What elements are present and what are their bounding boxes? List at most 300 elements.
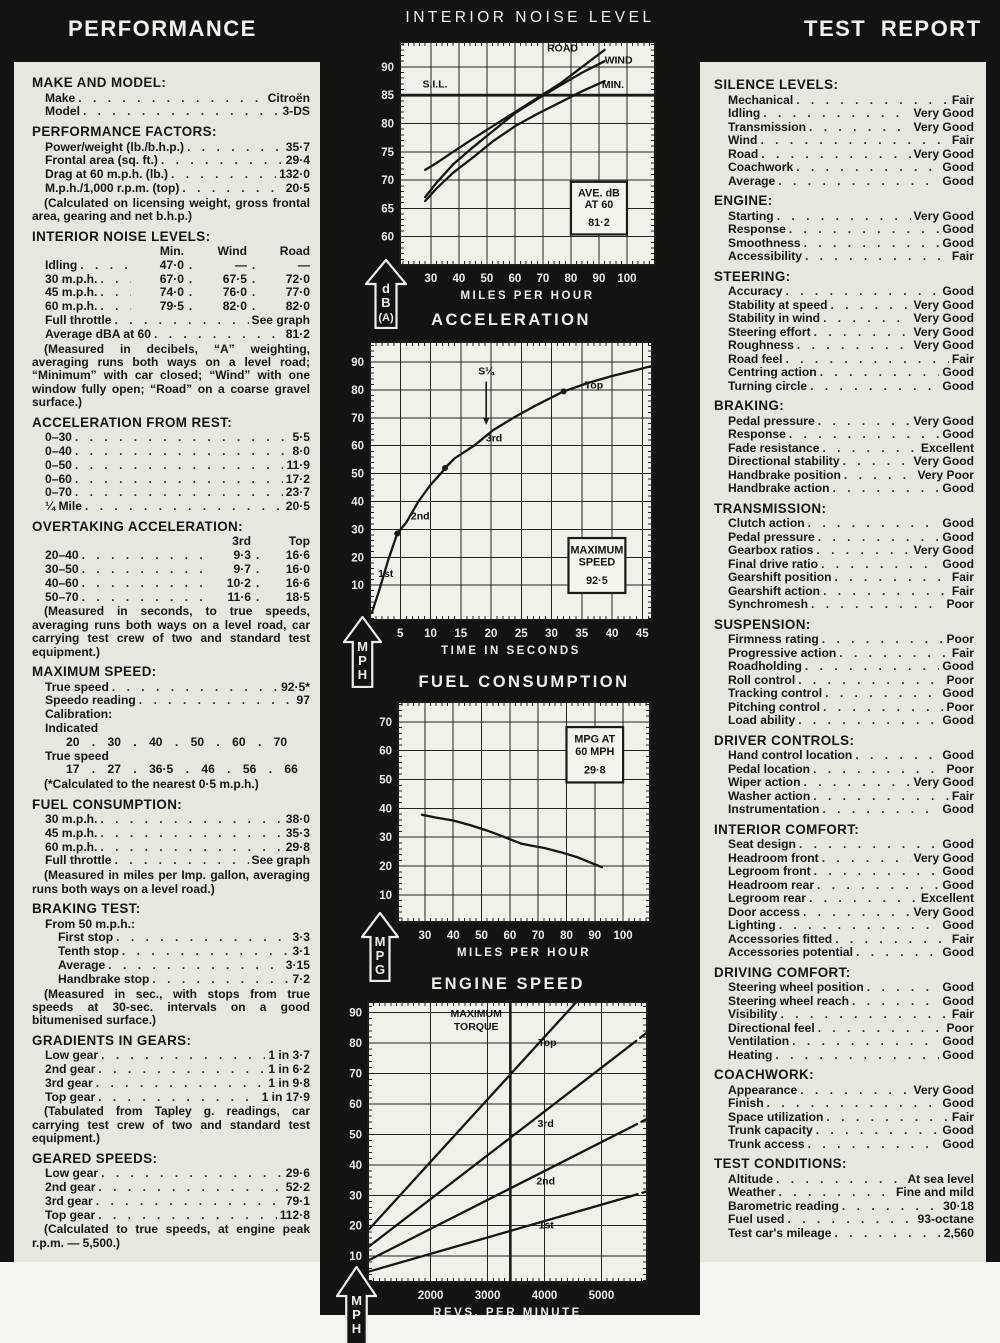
row-value: 3·15 bbox=[285, 957, 310, 972]
dot-leader bbox=[112, 681, 278, 695]
row-value: Poor bbox=[946, 632, 974, 646]
spec-row bbox=[714, 558, 974, 572]
row-value: Good bbox=[942, 1136, 974, 1151]
spec-row bbox=[714, 803, 974, 817]
callout-text: MAXIMUM bbox=[570, 544, 624, 557]
spec-row bbox=[32, 168, 310, 182]
row-label: 20–40 bbox=[45, 548, 79, 563]
svg-text:P: P bbox=[375, 948, 385, 963]
x-tick-label: 90 bbox=[588, 930, 602, 942]
row-value: Good bbox=[942, 659, 974, 673]
dot-leader bbox=[85, 500, 283, 514]
section-title: DRIVING COMFORT: bbox=[714, 964, 851, 980]
row-value: Poor bbox=[946, 597, 974, 611]
row-label: Fuel used bbox=[728, 1212, 785, 1226]
spec-row bbox=[32, 577, 310, 591]
section-title: BRAKING TEST: bbox=[32, 901, 141, 917]
spec-row bbox=[32, 105, 310, 119]
spec-row bbox=[32, 1077, 310, 1091]
spec-row bbox=[32, 1063, 310, 1077]
row-value: Excellent bbox=[920, 891, 974, 905]
row-value: 7·2 bbox=[292, 971, 310, 986]
row-label: Accessories potential bbox=[728, 945, 854, 959]
row-value: Very Good bbox=[913, 311, 974, 325]
dot-leader bbox=[80, 259, 131, 273]
dot-leader bbox=[800, 1084, 910, 1098]
row-value: Very Good bbox=[913, 413, 974, 428]
spec-row bbox=[714, 906, 974, 920]
row-value: Good bbox=[942, 284, 974, 298]
row-label: 0–50 bbox=[45, 457, 72, 472]
dot-leader bbox=[796, 94, 949, 108]
row-value: Fair bbox=[951, 1007, 974, 1021]
row-value: 29·4 bbox=[285, 153, 310, 168]
ratings-panel bbox=[700, 62, 986, 1262]
spec-row bbox=[714, 598, 974, 612]
spec-row bbox=[32, 286, 310, 300]
spec-row bbox=[32, 328, 310, 342]
y-tick-label: 20 bbox=[379, 861, 392, 874]
row-label: Centring action bbox=[728, 365, 817, 379]
row-label: Barometric reading bbox=[728, 1198, 839, 1213]
row-label: Directional stability bbox=[728, 454, 840, 468]
curve-label-2nd: 2nd bbox=[410, 510, 430, 523]
row-value: 20·5 bbox=[285, 499, 310, 514]
x-tick-label: 5000 bbox=[588, 1290, 615, 1302]
table-cell: 16·6 bbox=[285, 548, 310, 563]
svg-text:MAXIMUM: MAXIMUM bbox=[450, 1008, 502, 1021]
dot-leader bbox=[98, 1209, 277, 1223]
row-label: Heating bbox=[728, 1047, 773, 1062]
row-value: Good bbox=[942, 427, 974, 441]
row-value: 79·1 bbox=[285, 1193, 310, 1208]
table-cell: 16·6 bbox=[285, 575, 310, 590]
spec-row bbox=[714, 1186, 974, 1200]
dot-leader bbox=[792, 1035, 939, 1049]
dot-separator bbox=[251, 563, 264, 577]
row-label: Frontal area (sq. ft.) bbox=[45, 153, 158, 168]
row-label: 45 m.p.h. bbox=[45, 825, 98, 840]
x-tick-label: 70 bbox=[531, 930, 545, 942]
x-tick-label: 60 bbox=[503, 930, 517, 942]
chart-acceleration bbox=[336, 332, 666, 671]
svg-text:H: H bbox=[351, 1321, 362, 1336]
section-braking bbox=[714, 398, 974, 496]
row-label: M.p.h./1,000 r.p.m. (top) bbox=[45, 180, 180, 195]
row-label: Pedal location bbox=[728, 761, 810, 776]
spec-row bbox=[714, 1097, 974, 1111]
x-tick-label: 45 bbox=[635, 628, 649, 640]
curve-label-wind: WIND bbox=[604, 54, 633, 67]
row-label: Mechanical bbox=[728, 92, 794, 107]
dot-leader bbox=[809, 892, 918, 906]
spec-row bbox=[32, 314, 310, 328]
row-value: Poor bbox=[946, 761, 974, 776]
x-tick-label: 2000 bbox=[417, 1290, 444, 1302]
row-value: Very Good bbox=[913, 324, 974, 339]
section-title: ENGINE: bbox=[714, 193, 773, 208]
row-value: 81·2 bbox=[285, 326, 310, 341]
row-label: First stop bbox=[58, 930, 114, 945]
dot-leader bbox=[789, 428, 940, 442]
chart-engine-speed bbox=[334, 992, 661, 1333]
dot-leader bbox=[96, 1077, 266, 1091]
row-label: 0–40 bbox=[45, 444, 72, 458]
spec-row bbox=[714, 94, 974, 108]
row-value: Good bbox=[942, 945, 974, 959]
dot-leader bbox=[187, 141, 283, 155]
dot-leader bbox=[763, 107, 910, 121]
row-value: 35·7 bbox=[285, 139, 310, 154]
spec-row bbox=[32, 591, 310, 605]
row-label: Coachwork bbox=[728, 160, 794, 174]
row-value: Fair bbox=[951, 788, 974, 803]
section-note: (Measured in decibels, “A” weighting, averaging runs both ways on a level road; “Minimum” with car closed; “Wind” with one window fully open; “Road” on a coarse gravel surface.) bbox=[32, 341, 310, 410]
row-value: 2,560 bbox=[943, 1225, 974, 1240]
row-value: Good bbox=[942, 864, 974, 878]
row-value: Fair bbox=[951, 583, 974, 598]
row-value: Fair bbox=[951, 133, 974, 147]
dot-leader bbox=[814, 326, 911, 340]
row-label: Trunk access bbox=[728, 1136, 805, 1151]
row-value: Very Good bbox=[913, 1082, 974, 1097]
dot-separator bbox=[247, 273, 260, 287]
x-tick-label: 50 bbox=[480, 273, 494, 285]
row-label: Hand control location bbox=[728, 748, 853, 762]
dot-leader bbox=[803, 776, 910, 790]
row-label: Synchromesh bbox=[728, 597, 808, 611]
spec-row bbox=[714, 585, 974, 599]
dot-separator bbox=[251, 577, 264, 591]
curve-label-3rd: 3rd bbox=[485, 432, 503, 445]
dot-leader bbox=[778, 175, 939, 189]
svg-text:M: M bbox=[351, 1293, 362, 1308]
dot-leader bbox=[805, 250, 949, 264]
dot-leader bbox=[852, 995, 939, 1009]
x-tick-label: 80 bbox=[564, 273, 578, 285]
x-tick-label: 35 bbox=[575, 628, 589, 640]
interior-noise-level-title: INTERIOR NOISE LEVEL bbox=[405, 9, 655, 26]
row-label: Space utilization bbox=[728, 1109, 824, 1124]
row-value: 23·7 bbox=[285, 485, 310, 500]
dot-leader bbox=[817, 879, 939, 893]
row-value: Very Good bbox=[913, 775, 974, 789]
row-value: 29·8 bbox=[285, 839, 310, 854]
row-label: 60 m.p.h. bbox=[45, 299, 98, 314]
dot-leader bbox=[818, 415, 911, 429]
spec-row bbox=[32, 563, 310, 577]
row-value: Very Good bbox=[913, 850, 974, 865]
row-value: Very Good bbox=[913, 119, 974, 134]
callout-text: 81·2 bbox=[588, 217, 610, 230]
y-tick-label: 30 bbox=[379, 832, 392, 845]
dot-leader bbox=[100, 813, 282, 827]
dot-leader bbox=[835, 1227, 941, 1241]
spec-row bbox=[714, 366, 974, 380]
row-label: Legroom rear bbox=[728, 891, 806, 905]
row-value: 3·3 bbox=[292, 930, 310, 945]
dot-leader bbox=[821, 558, 939, 572]
spec-row bbox=[32, 694, 310, 708]
spec-row bbox=[714, 250, 974, 264]
row-value: 92·5* bbox=[281, 679, 310, 694]
y-tick-label: 85 bbox=[381, 90, 394, 103]
y-tick-label: 75 bbox=[381, 146, 394, 159]
row-label: 2nd gear bbox=[45, 1179, 96, 1194]
dot-leader bbox=[82, 563, 202, 577]
section-note: (Measured in miles per Imp. gallon, averaging runs both ways on a level road.) bbox=[32, 868, 310, 896]
spec-row bbox=[714, 892, 974, 906]
row-value: Good bbox=[942, 802, 974, 816]
spec-row bbox=[714, 531, 974, 545]
dot-leader bbox=[818, 531, 940, 545]
section-note: (Calculated on licensing weight, gross frontal area, gearing and net b.h.p.) bbox=[32, 195, 310, 224]
x-tick-label: 30 bbox=[418, 930, 432, 942]
dot-leader bbox=[822, 442, 917, 456]
row-value: Good bbox=[942, 980, 974, 994]
chart-title-acceleration: ACCELERATION bbox=[431, 311, 591, 329]
section-braking-test bbox=[32, 901, 310, 1028]
row-value: Good bbox=[942, 365, 974, 379]
x-tick-label: 40 bbox=[446, 930, 460, 942]
gear-change-point bbox=[442, 465, 448, 471]
column-header: Top bbox=[288, 534, 310, 549]
dot-leader bbox=[789, 223, 940, 237]
section-title: SILENCE LEVELS: bbox=[714, 77, 839, 92]
row-value: See graph bbox=[251, 313, 310, 328]
spec-row bbox=[714, 482, 974, 496]
row-value: Fair bbox=[951, 931, 974, 946]
mph-axis-arrow bbox=[343, 616, 382, 693]
row-label: Tracking control bbox=[728, 686, 823, 700]
row-label: Roadholding bbox=[728, 659, 802, 673]
row-value: Good bbox=[942, 918, 974, 932]
spec-row bbox=[32, 300, 310, 314]
row-label: Idling bbox=[728, 106, 761, 120]
dot-leader bbox=[813, 790, 949, 804]
svg-text:d: d bbox=[382, 281, 390, 296]
table-cell: 79·5 bbox=[159, 299, 184, 314]
row-label: Speedo reading bbox=[45, 693, 136, 708]
row-value: See graph bbox=[251, 853, 310, 868]
spec-row bbox=[32, 931, 310, 945]
x-tick-label: 80 bbox=[560, 930, 573, 942]
spec-row bbox=[32, 182, 310, 196]
row-value: Excellent bbox=[920, 440, 974, 455]
spec-row bbox=[714, 107, 974, 121]
callout-text: AVE. dB bbox=[578, 187, 620, 200]
row-value: Good bbox=[942, 235, 974, 250]
row-label: Tenth stop bbox=[58, 944, 119, 959]
dot-leader bbox=[776, 1173, 904, 1187]
section-title: STEERING: bbox=[714, 268, 791, 284]
row-label: Low gear bbox=[45, 1166, 99, 1181]
row-value: Good bbox=[942, 556, 974, 571]
row-label: Firmness rating bbox=[728, 632, 819, 646]
x-tick-label: 40 bbox=[452, 273, 466, 285]
section-fuel-consumption bbox=[32, 797, 310, 897]
spec-row bbox=[32, 827, 310, 841]
row-value: Very Good bbox=[913, 338, 974, 352]
spec-row bbox=[714, 1022, 974, 1036]
dot-leader bbox=[115, 854, 249, 868]
dot-leader bbox=[152, 973, 289, 987]
gear-change-point bbox=[394, 531, 400, 537]
dot-leader bbox=[785, 353, 948, 367]
row-value: 35·3 bbox=[285, 825, 310, 840]
spec-row bbox=[714, 852, 974, 866]
dot-leader bbox=[814, 865, 940, 879]
row-value: Good bbox=[942, 686, 974, 700]
table-cell: 67·5 bbox=[222, 271, 247, 286]
dot-leader bbox=[826, 1111, 948, 1125]
x-tick-label: 20 bbox=[484, 628, 498, 640]
row-label: Response bbox=[728, 222, 786, 236]
row-label: Average bbox=[728, 173, 776, 188]
dot-leader bbox=[818, 1022, 944, 1036]
row-label: Starting bbox=[728, 208, 774, 223]
dot-leader bbox=[816, 544, 910, 558]
y-tick-label: 90 bbox=[381, 61, 394, 74]
spec-row bbox=[714, 442, 974, 456]
dot-separator bbox=[184, 259, 197, 273]
spec-row bbox=[32, 445, 310, 459]
row-value: Good bbox=[942, 837, 974, 851]
y-tick-label: 50 bbox=[351, 468, 364, 481]
dot-leader bbox=[832, 482, 939, 496]
dot-separator bbox=[247, 286, 260, 300]
section-title: FUEL CONSUMPTION: bbox=[32, 796, 183, 812]
dot-leader bbox=[100, 841, 282, 855]
spec-row bbox=[32, 486, 310, 500]
row-label: 30 m.p.h. bbox=[45, 271, 98, 286]
spec-row bbox=[32, 92, 310, 106]
sub-heading: Calibration: bbox=[45, 707, 113, 722]
row-label: Final drive ratio bbox=[728, 556, 819, 571]
spec-row bbox=[32, 431, 310, 445]
spec-row bbox=[32, 681, 310, 695]
spec-row bbox=[714, 865, 974, 879]
table-cell: 82·0 bbox=[222, 299, 247, 314]
sub-heading: From 50 m.p.h.: bbox=[45, 916, 136, 931]
y-tick-label: 40 bbox=[349, 1159, 362, 1172]
spec-row bbox=[714, 946, 974, 960]
y-tick-label: 50 bbox=[349, 1129, 362, 1142]
spec-row bbox=[714, 121, 974, 135]
row-value: Very Good bbox=[913, 146, 974, 161]
svg-text:M: M bbox=[357, 639, 368, 654]
table-cell: — bbox=[234, 257, 247, 272]
x-tick-label: 30 bbox=[424, 273, 438, 285]
y-tick-label: 80 bbox=[351, 384, 364, 397]
dot-separator bbox=[184, 286, 197, 300]
svg-text:P: P bbox=[358, 653, 367, 668]
spec-row bbox=[714, 544, 974, 558]
row-label: Handbrake stop bbox=[58, 971, 150, 986]
row-value: 1 in 9·8 bbox=[268, 1075, 310, 1090]
dot-leader bbox=[825, 687, 939, 701]
dot-leader bbox=[839, 647, 949, 661]
row-value: Poor bbox=[946, 672, 974, 687]
spec-row bbox=[32, 259, 310, 273]
dot-leader bbox=[844, 469, 915, 483]
dot-leader bbox=[760, 134, 948, 148]
section-note: (*Calculated to the nearest 0·5 m.p.h.) bbox=[44, 777, 259, 792]
y-tick-label: 40 bbox=[379, 803, 392, 816]
dot-leader bbox=[781, 1008, 949, 1022]
section-silence-levels bbox=[714, 77, 974, 188]
spec-row bbox=[714, 1227, 974, 1241]
spec-row bbox=[32, 549, 310, 563]
row-label: Steering effort bbox=[728, 324, 811, 339]
row-value: 38·0 bbox=[285, 812, 310, 827]
row-label: Handbrake action bbox=[728, 481, 830, 495]
row-value: Very Poor bbox=[917, 467, 974, 482]
dot-leader bbox=[798, 714, 939, 728]
dot-leader bbox=[779, 919, 940, 933]
spec-row bbox=[32, 154, 310, 168]
callout-text: 60 MPH bbox=[575, 745, 615, 758]
dot-leader bbox=[767, 1097, 940, 1111]
dot-leader bbox=[820, 366, 940, 380]
x-tick-label: 30 bbox=[545, 628, 558, 640]
dot-leader bbox=[75, 445, 290, 459]
row-value: Good bbox=[942, 713, 974, 727]
table-cell: 47·0 bbox=[159, 257, 184, 272]
row-label: Response bbox=[728, 427, 786, 441]
spec-row bbox=[714, 674, 974, 688]
row-label: Steering wheel reach bbox=[728, 993, 849, 1008]
calibration-values: 20 . 30 . 40 . 50 . 60 . 70 bbox=[66, 734, 288, 749]
table-cell: 74·0 bbox=[159, 285, 184, 300]
row-label: 50–70 bbox=[45, 589, 79, 604]
row-value: Fair bbox=[951, 92, 974, 107]
section-coachwork bbox=[714, 1067, 974, 1151]
row-label: Headroom front bbox=[728, 850, 819, 865]
dot-leader bbox=[856, 946, 939, 960]
dot-leader bbox=[809, 121, 911, 135]
dot-leader bbox=[842, 1200, 940, 1214]
row-label: Average bbox=[58, 957, 106, 972]
x-tick-label: 90 bbox=[592, 273, 606, 285]
column-header: Wind bbox=[217, 244, 247, 259]
section-interior-noise-levels bbox=[32, 229, 310, 410]
dot-leader bbox=[98, 1181, 282, 1195]
row-value: Good bbox=[942, 481, 974, 495]
y-tick-label: 50 bbox=[379, 774, 392, 787]
row-value: 30·18 bbox=[943, 1198, 974, 1213]
dot-leader bbox=[796, 161, 939, 175]
spec-row bbox=[714, 517, 974, 531]
row-label: Top gear bbox=[45, 1207, 96, 1222]
svg-text:G: G bbox=[374, 962, 386, 977]
section-title: INTERIOR NOISE LEVELS: bbox=[32, 228, 211, 244]
dot-leader bbox=[811, 598, 943, 612]
svg-text:(A): (A) bbox=[378, 312, 394, 324]
spec-row bbox=[714, 380, 974, 394]
section-interior-comfort bbox=[714, 822, 974, 960]
dot-leader bbox=[835, 933, 949, 947]
spec-row bbox=[32, 141, 310, 155]
row-label: Weather bbox=[728, 1185, 776, 1199]
row-value: Fair bbox=[951, 1109, 974, 1124]
chart-title-fuel-consumption: FUEL CONSUMPTION bbox=[418, 673, 630, 691]
row-value: Poor bbox=[946, 699, 974, 714]
callout-text: AT 60 bbox=[584, 199, 614, 212]
spec-row bbox=[714, 1049, 974, 1063]
y-tick-label: 70 bbox=[351, 412, 364, 425]
spec-row bbox=[714, 701, 974, 715]
